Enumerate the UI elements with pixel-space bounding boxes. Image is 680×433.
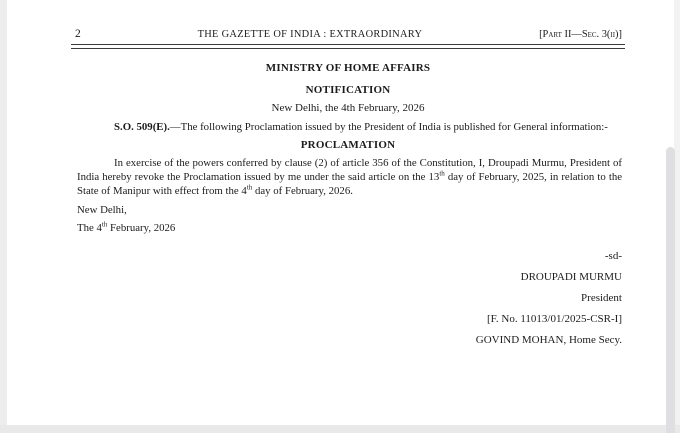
proclamation-text-3: day of February, 2026. [252, 184, 353, 197]
ordinal-suffix: th [101, 220, 108, 229]
date-text-1: The 4 [77, 222, 102, 235]
ordinal-suffix: th [439, 169, 445, 178]
page-edge-bottom [0, 425, 680, 433]
header-double-rule [71, 44, 625, 49]
so-paragraph [71, 121, 625, 135]
signatory-designation: President [581, 291, 622, 304]
so-number: S.O. 509(E). [114, 121, 170, 134]
gazette-title: THE GAZETTE OF INDIA : EXTRAORDINARY [197, 29, 423, 40]
ordinal-suffix: th [246, 182, 253, 191]
page-edge-left [0, 0, 7, 433]
signature-block [71, 246, 625, 351]
place-line: New Delhi, [77, 204, 127, 217]
signatory-name: DROUPADI MURMU [520, 270, 622, 283]
signature-sd: -sd- [604, 249, 622, 262]
part-section-label: [Part II—Sec. 3(ii)] [539, 29, 622, 40]
so-text: —The following Proclamation issued by the President of India is published for General information:- [169, 121, 608, 134]
proclamation-paragraph [71, 157, 625, 198]
scrollbar-thumb[interactable] [666, 147, 675, 433]
proclamation-text-2: day of February, 2025, in relation to the State of Manipur with effect from the 4 [77, 170, 623, 197]
home-secretary-line: GOVIND MOHAN, Home Secy. [475, 333, 622, 346]
gazette-page [71, 26, 625, 351]
notification-heading: NOTIFICATION [305, 83, 391, 96]
date-text-2: February, 2026 [107, 222, 176, 235]
proclamation-text-1: In exercise of the powers conferred by clause (2) of article 356 of the Constitution, I, Droupadi Murmu, President of India hereby revoke the Proclamation issued by me under the said article on the 13 [77, 156, 622, 183]
dateline: New Delhi, the 4th February, 2026 [271, 101, 425, 114]
ministry-heading: MINISTRY OF HOME AFFAIRS [265, 62, 431, 74]
proclamation-heading: PROCLAMATION [300, 139, 396, 152]
date-line [71, 222, 625, 236]
file-number: [F. No. 11013/01/2025-CSR-I] [487, 312, 622, 325]
page-number: 2 [75, 28, 81, 40]
page-header [71, 26, 625, 43]
